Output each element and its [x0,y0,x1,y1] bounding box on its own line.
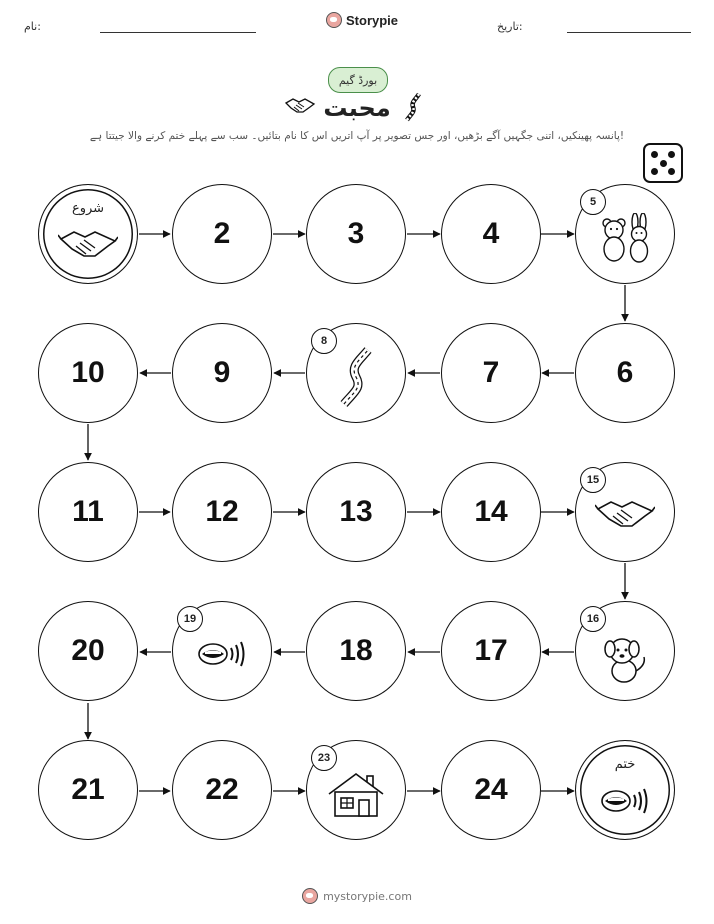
handshake-icon [595,495,655,535]
page-title: محبت [323,94,391,122]
brand-name: Storypie [346,12,399,28]
board-cell-5 [575,184,675,284]
board-cell-7: 7 [441,323,541,423]
board-cell-12: 12 [172,462,272,562]
start-label: شروع [71,201,105,216]
board-cell-10: 10 [38,323,138,423]
cell-number-tag: 15 [580,467,606,493]
board-cell-23 [306,740,406,840]
cell-number-tag: 8 [311,328,337,354]
cell-number-tag: 19 [177,606,203,632]
date-label: تاریخ: [497,20,523,33]
board-cell-14: 14 [441,462,541,562]
mouth-speaking-icon [600,783,650,819]
house-icon [327,770,385,818]
end-label: ختم [614,757,636,772]
board-cell-13: 13 [306,462,406,562]
board-cell-20: 20 [38,601,138,701]
footer [0,888,714,904]
board-cell-18: 18 [306,601,406,701]
board-cell-22: 22 [172,740,272,840]
board-cell-4: 4 [441,184,541,284]
footer-url[interactable]: mystorypie.com [323,889,412,903]
board-cell-11: 11 [38,462,138,562]
board-cell-15 [575,462,675,562]
name-label: نام: [24,20,41,33]
puppy-icon [600,631,650,685]
board-cell-17: 17 [441,601,541,701]
teddy-bear-and-bunny-icon [595,213,655,265]
mouth-speaking-icon [197,636,247,672]
board-cell-start [38,184,138,284]
instructions: پانسہ پھینکیں، اتنی جگہیں آگے بڑھیں، اور جس تصویر پر آپ اتریں اس کا نام بتائیں۔ سب سے پہلے ختم کرنے والا جیتتا ہے! [89,130,625,142]
board-cell-6: 6 [575,323,675,423]
board-cell-16 [575,601,675,701]
board-cell-end [575,740,675,840]
board-game-badge: بورڈ گیم [328,67,388,93]
rope-icon [336,346,376,408]
board-cell-24: 24 [441,740,541,840]
cell-number-tag: 23 [311,745,337,771]
board-cell-21: 21 [38,740,138,840]
cell-number-tag: 16 [580,606,606,632]
board-cell-8 [306,323,406,423]
handshake-icon [58,225,118,265]
board-cell-2: 2 [172,184,272,284]
board-cell-3: 3 [306,184,406,284]
board-cell-9: 9 [172,323,272,423]
cell-number-tag: 5 [580,189,606,215]
board-cell-19 [172,601,272,701]
mascot-icon [302,888,318,904]
